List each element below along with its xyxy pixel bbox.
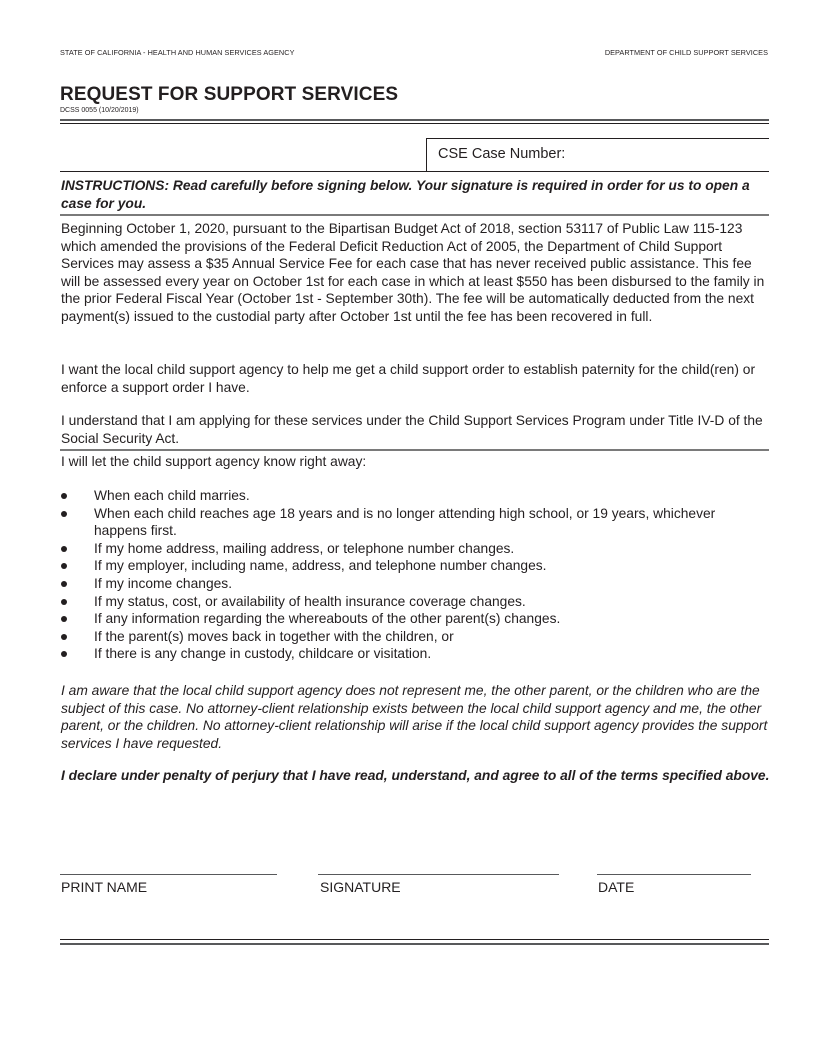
instructions: INSTRUCTIONS: Read carefully before signing below. Your signature is required in order for us to open a case for you. [61,178,750,211]
bullet-icon [61,651,67,657]
list-item: If my status, cost, or availability of health insurance coverage changes. [61,593,761,611]
header-divider-thin [60,123,769,124]
signature-label: SIGNATURE [320,879,401,895]
print-name-field[interactable] [60,874,277,875]
department-name: DEPARTMENT OF CHILD SUPPORT SERVICES [604,48,768,57]
section-divider [60,449,769,451]
list-item: When each child marries. [61,487,761,505]
signature-field[interactable] [318,874,559,875]
footer-divider-thick [60,943,769,945]
form-number: DCSS 0055 (10/20/2019) [60,107,139,114]
list-item: If my home address, mailing address, or telephone number changes. [61,540,761,558]
understand-paragraph: I understand that I am applying for these services under the Child Support Services Program under Title IV-D of the Social Security Act. [61,413,763,446]
perjury-declaration: I declare under penalty of perjury that I have read, understand, and agree to all of the terms specified above. [61,768,770,783]
notify-intro: I will let the child support agency know right away: [61,454,367,469]
list-item: If my income changes. [61,575,761,593]
list-item: If my employer, including name, address, and telephone number changes. [61,557,761,575]
date-label: DATE [598,879,635,895]
page-title: REQUEST FOR SUPPORT SERVICES [60,84,399,105]
case-number-label: CSE Case Number: [438,146,566,162]
print-name-label: PRINT NAME [61,879,148,895]
notify-list [61,487,761,663]
bullet-icon [61,634,67,640]
bullet-icon [61,616,67,622]
list-item: If any information regarding the whereabouts of the other parent(s) changes. [61,610,761,628]
list-item: If the parent(s) moves back in together with the children, or [61,628,761,646]
bullet-icon [61,563,67,569]
date-field[interactable] [597,874,751,875]
header-divider-thick [60,119,769,121]
footer-divider-thin [60,939,769,940]
agency-name: STATE OF CALIFORNIA - HEALTH AND HUMAN SERVICES AGENCY [60,48,295,57]
bullet-icon [61,546,67,552]
bullet-icon [61,493,67,499]
attorney-disclaimer: I am aware that the local child support agency does not represent me, the other parent, or the children who are the subject of this case. No attorney-client relationship exists between the local child support agency and me, the other parent, or the children. No attorney-client relationship will arise if the local child support agency provides the support services I have requested. [61,683,768,751]
bullet-icon [61,511,67,517]
fee-notice-paragraph: Beginning October 1, 2020, pursuant to the Bipartisan Budget Act of 2018, section 53117 of Public Law 115-123 which amended the provisions of the Federal Deficit Reduction Act of 2005, the Department of Child Support Services may assess a $35 Annual Service Fee for each case that has never received public assistance. This fee will be assessed every year on October 1st for each case in which at least $550 has been disbursed to the family in the prior Federal Fiscal Year (October 1st - September 30th). The fee will be automatically deducted from the next payment(s) issued to the custodial party after October 1st until the fee has been recovered in full. [61,221,765,324]
bullet-icon [61,581,67,587]
list-item: If there is any change in custody, childcare or visitation. [61,645,761,663]
bullet-icon [61,599,67,605]
case-box-divider [60,171,769,172]
list-item: When each child reaches age 18 years and is no longer attending high school, or 19 years, whichever happens first. [61,505,761,540]
request-paragraph: I want the local child support agency to help me get a child support order to establish paternity for the child(ren) or enforce a support order I have. [61,362,756,395]
instructions-divider [60,214,769,216]
